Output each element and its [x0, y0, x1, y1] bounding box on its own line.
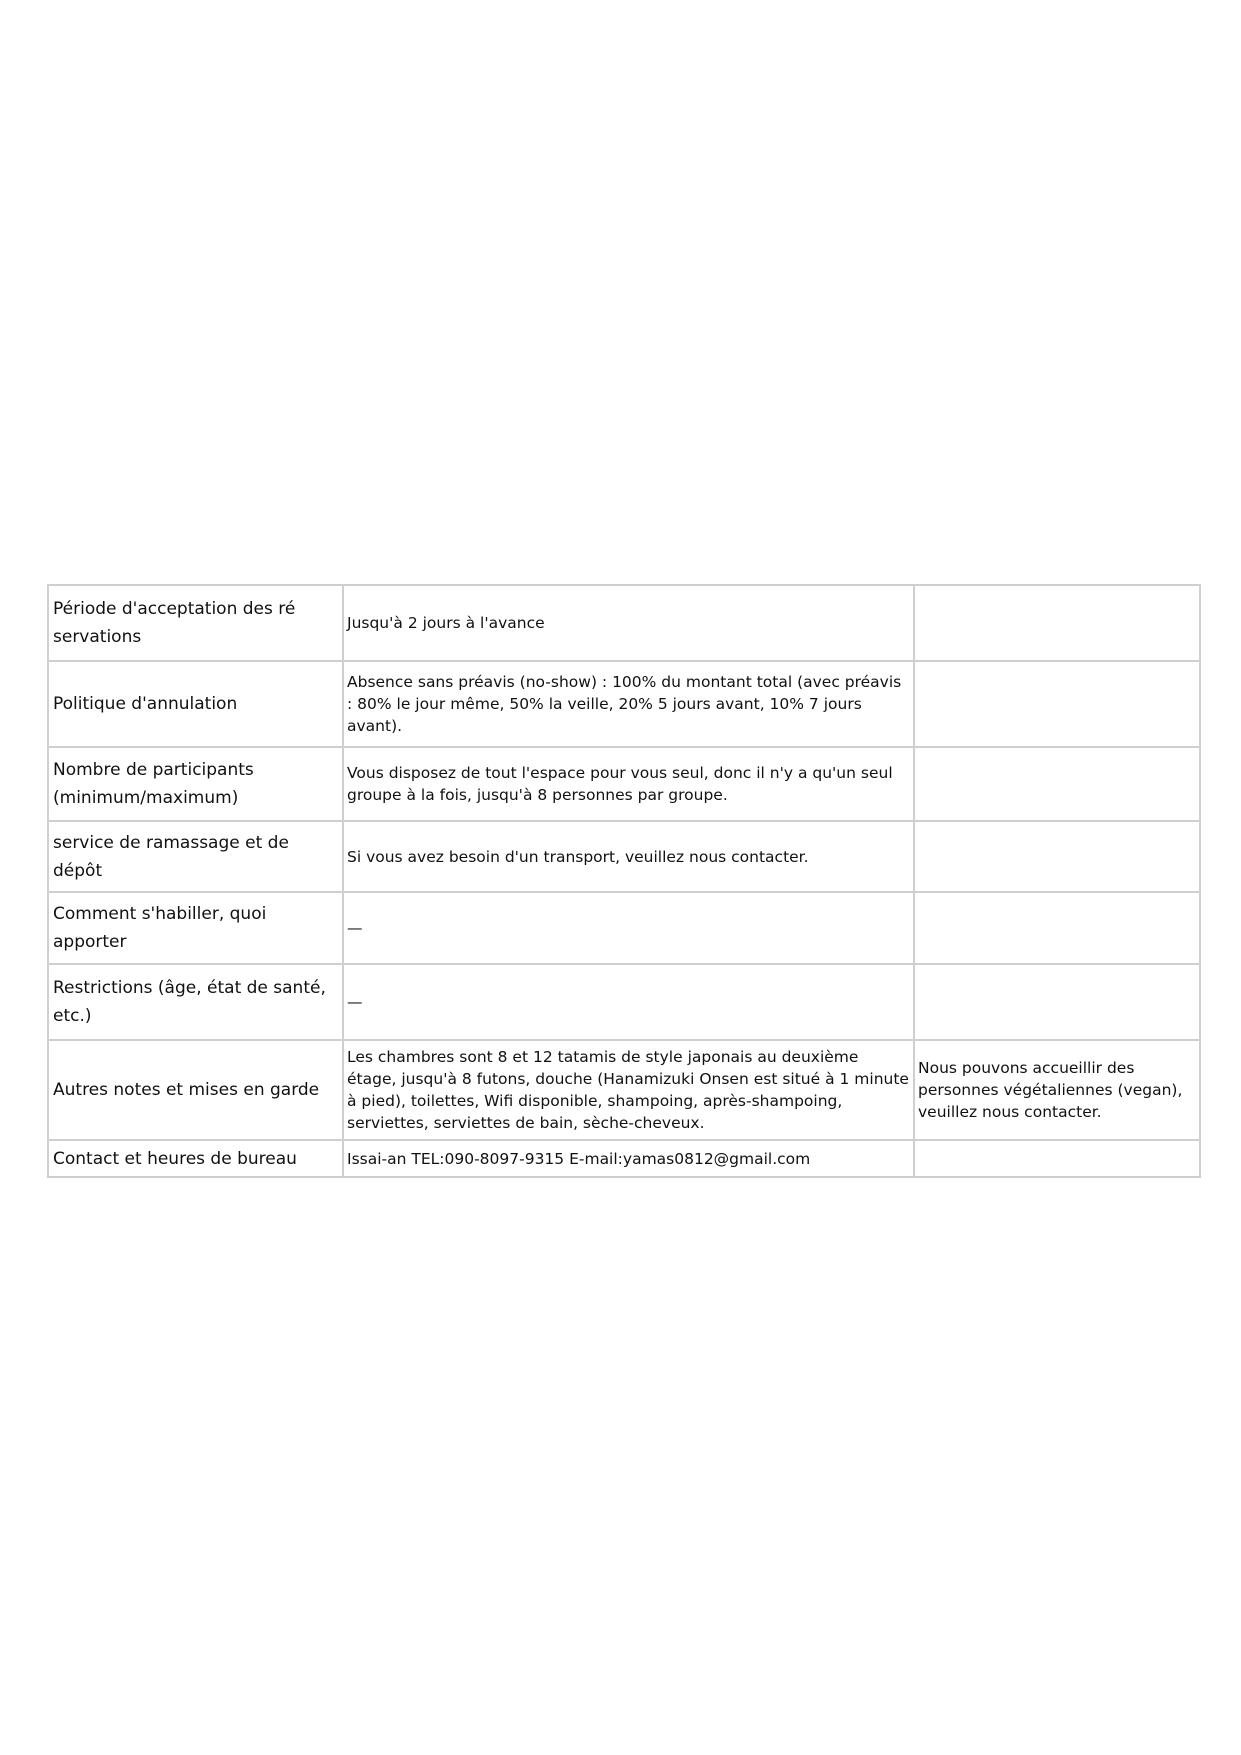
row-value: Jusqu'à 2 jours à l'avance [343, 585, 914, 661]
row-note [914, 747, 1200, 821]
row-note [914, 964, 1200, 1040]
row-label: service de ramassage et de dépôt [48, 821, 343, 892]
table-row-pickup-service [48, 821, 1200, 892]
table-row-cancellation-policy [48, 661, 1200, 747]
row-note [914, 585, 1200, 661]
table-row-restrictions [48, 964, 1200, 1040]
table-row-reservation-period [48, 585, 1200, 661]
row-label: Restrictions (âge, état de santé, etc.) [48, 964, 343, 1040]
table-row-contact [48, 1140, 1200, 1177]
info-table [47, 584, 1201, 1178]
row-label: Contact et heures de bureau [48, 1140, 343, 1177]
row-label: Comment s'habiller, quoi apporter [48, 892, 343, 964]
table-row-participants [48, 747, 1200, 821]
row-note [914, 661, 1200, 747]
table-row-what-to-bring [48, 892, 1200, 964]
row-label: Nombre de participants (minimum/maximum) [48, 747, 343, 821]
row-value: Si vous avez besoin d'un transport, veuillez nous contacter. [343, 821, 914, 892]
row-note [914, 892, 1200, 964]
row-value: Les chambres sont 8 et 12 tatamis de style japonais au deuxième étage, jusqu'à 8 futons, douche (Hanamizuki Onsen est situé à 1 minute à pied), toilettes, Wifi disponible, shampoing, après-shampoing, serviettes, serviettes de bain, sèche-cheveux. [343, 1040, 914, 1140]
row-label: Autres notes et mises en garde [48, 1040, 343, 1140]
table-row-other-notes [48, 1040, 1200, 1140]
row-note [914, 821, 1200, 892]
row-label: Période d'acceptation des ré servations [48, 585, 343, 661]
row-label: Politique d'annulation [48, 661, 343, 747]
row-value: Issai-an TEL:090-8097-9315 E-mail:yamas0812@gmail.com [343, 1140, 914, 1177]
row-value: Vous disposez de tout l'espace pour vous seul, donc il n'y a qu'un seul groupe à la fois, jusqu'à 8 personnes par groupe. [343, 747, 914, 821]
row-note: Nous pouvons accueillir des personnes végétaliennes (vegan), veuillez nous contacter. [914, 1040, 1200, 1140]
row-value: — [343, 892, 914, 964]
row-value: — [343, 964, 914, 1040]
row-note [914, 1140, 1200, 1177]
row-value: Absence sans préavis (no-show) : 100% du montant total (avec préavis : 80% le jour même, 50% la veille, 20% 5 jours avant, 10% 7 jours avant). [343, 661, 914, 747]
